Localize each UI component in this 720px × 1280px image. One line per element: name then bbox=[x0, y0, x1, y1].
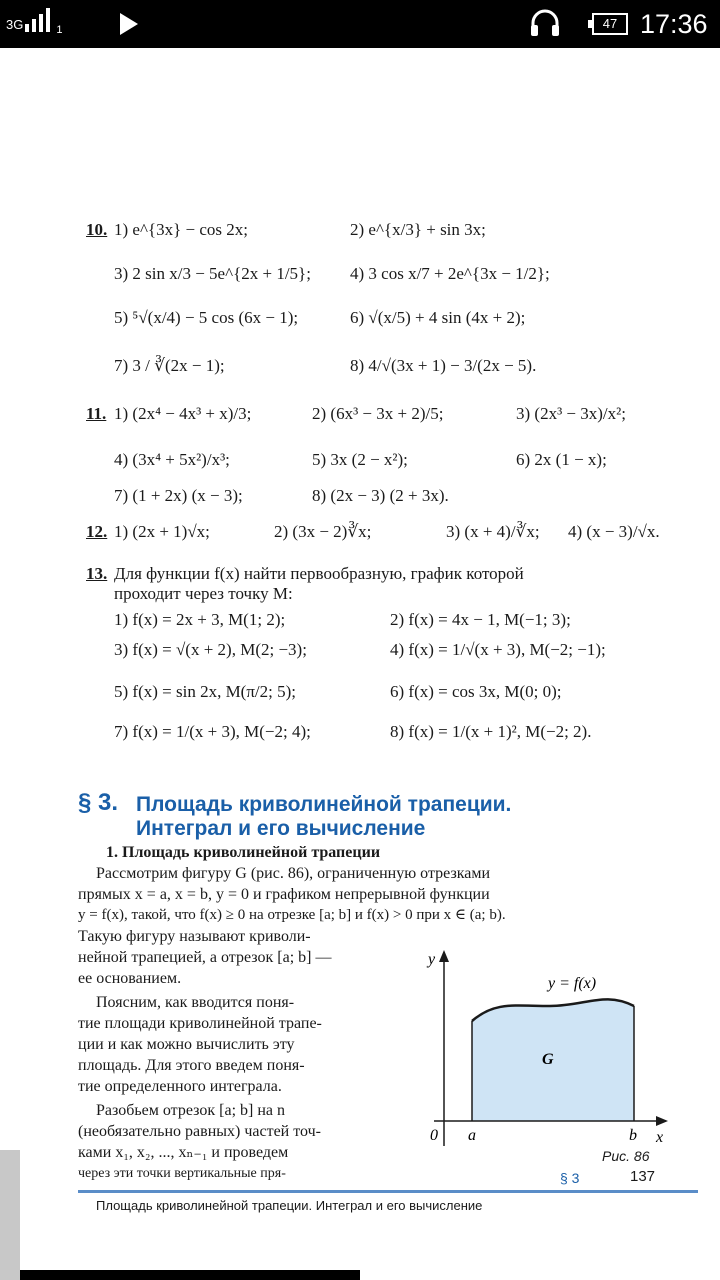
exercise-text: проходит через точку M: bbox=[114, 584, 293, 603]
paragraph-line: ее основанием. bbox=[78, 970, 182, 987]
bottom-bar bbox=[20, 1270, 360, 1280]
exercise-item: 6) √(x/5) + 4 sin (4x + 2); bbox=[350, 308, 526, 327]
paragraph-line: (необязательно равных) частей точ- bbox=[78, 1123, 321, 1140]
x-axis-arrow bbox=[656, 1116, 668, 1126]
footer-section: § 3 bbox=[560, 1170, 580, 1186]
exercise-item: 1) f(x) = 2x + 3, M(1; 2); bbox=[114, 610, 286, 629]
figure-caption: Рис. 86 bbox=[602, 1148, 650, 1164]
exercise-item: 3) f(x) = √(x + 2), M(2; −3); bbox=[114, 640, 307, 659]
exercise-item: 1) (2x + 1)√x; bbox=[114, 522, 210, 541]
b-label: b bbox=[629, 1127, 637, 1144]
clock: 17:36 bbox=[640, 9, 708, 39]
y-axis-label: y bbox=[428, 951, 436, 968]
exercise-item: 2) (6x³ − 3x + 2)/5; bbox=[312, 404, 444, 423]
exercise-item: 4) (x − 3)/√x. bbox=[568, 522, 660, 541]
paragraph-line: нейной трапецией, а отрезок [a; b] — bbox=[78, 949, 332, 966]
play-icon bbox=[120, 13, 138, 35]
x-axis-label: x bbox=[656, 1129, 664, 1146]
section-title-line2: Интеграл и его вычисление bbox=[136, 817, 426, 840]
a-label: a bbox=[468, 1127, 476, 1144]
paragraph-line: Поясним, как вводится поня- bbox=[96, 994, 295, 1011]
paragraph-line: ции и как можно вычислить эту bbox=[78, 1036, 295, 1053]
page-edge bbox=[0, 1150, 20, 1280]
exercise-item: 4) 3 cos x/7 + 2e^{3x − 1/2}; bbox=[350, 264, 550, 283]
exercise-item: 6) f(x) = cos 3x, M(0; 0); bbox=[390, 682, 562, 701]
exercise-item: 8) f(x) = 1/(x + 1)², M(−2; 2). bbox=[390, 722, 592, 741]
paragraph-line: тие площади криволинейной трапе- bbox=[78, 1015, 322, 1032]
figure-curvilinear-trapezoid bbox=[420, 946, 680, 1176]
exercise-item: 3) (x + 4)/∛x; bbox=[446, 522, 540, 541]
status-bar bbox=[0, 0, 720, 48]
battery-icon: 47 bbox=[592, 13, 628, 35]
exercise-item: 2) (3x − 2)∛x; bbox=[274, 522, 372, 541]
paragraph-line: тие определенного интеграла. bbox=[78, 1078, 282, 1095]
paragraph-line: прямых x = a, x = b, y = 0 и графиком непрерывной функции bbox=[78, 886, 490, 903]
subsection-title: 1. Площадь криволинейной трапеции bbox=[106, 844, 381, 861]
exercise-item: 1) (2x⁴ − 4x³ + x)/3; bbox=[114, 404, 252, 423]
textbook-page bbox=[60, 190, 680, 1220]
exercise-item: 5) ⁵√(x/4) − 5 cos (6x − 1); bbox=[114, 308, 299, 327]
paragraph-line: Разобьем отрезок [a; b] на n bbox=[96, 1102, 286, 1119]
paragraph-line: через эти точки вертикальные пря- bbox=[78, 1166, 286, 1181]
paragraph-line: y = f(x), такой, что f(x) ≥ 0 на отрезке [a; b] и f(x) > 0 при x ∈ (a; b). bbox=[78, 907, 506, 923]
paragraph-line: Рассмотрим фигуру G (рис. 86), ограниченную отрезками bbox=[96, 865, 491, 882]
exercise-item: 5) 3x (2 − x²); bbox=[312, 450, 408, 469]
exercise-item: 4) f(x) = 1/√(x + 3), M(−2; −1); bbox=[390, 640, 606, 659]
page-number: 137 bbox=[630, 1168, 656, 1185]
exercise-item: 2) e^{x/3} + sin 3x; bbox=[350, 220, 486, 239]
exercise-number: 11. bbox=[86, 404, 107, 423]
exercise-item: 6) 2x (1 − x); bbox=[516, 450, 607, 469]
network-type: 3G bbox=[6, 17, 24, 32]
exercise-item: 4) (3x⁴ + 5x²)/x³; bbox=[114, 450, 230, 469]
curve-label: y = f(x) bbox=[548, 975, 597, 992]
section-title-line1: Площадь криволинейной трапеции. bbox=[136, 793, 512, 816]
exercise-item: 5) f(x) = sin 2x, M(π/2; 5); bbox=[114, 682, 297, 701]
exercise-text: Для функции f(x) найти первообразную, график которой bbox=[114, 564, 524, 583]
sim-number: 1 bbox=[56, 24, 63, 36]
exercise-item: 3) 2 sin x/3 − 5e^{2x + 1/5}; bbox=[114, 264, 311, 283]
exercise-item: 7) (1 + 2x) (x − 3); bbox=[114, 486, 243, 505]
exercise-item: 7) 3 / ∛(2x − 1); bbox=[114, 356, 225, 375]
exercise-number: 13. bbox=[86, 564, 108, 583]
origin-label: 0 bbox=[430, 1127, 438, 1144]
exercise-item: 8) (2x − 3) (2 + 3x). bbox=[312, 486, 449, 505]
section-number: § 3. bbox=[78, 789, 119, 816]
exercise-item: 3) (2x³ − 3x)/x²; bbox=[516, 404, 626, 423]
headset-icon bbox=[528, 8, 562, 38]
y-axis-arrow bbox=[439, 950, 449, 962]
exercise-item: 7) f(x) = 1/(x + 3), M(−2; 4); bbox=[114, 722, 311, 741]
footer-title: Площадь криволинейной трапеции. Интеграл и его вычисление bbox=[96, 1198, 483, 1213]
exercise-item: 1) e^{3x} − cos 2x; bbox=[114, 220, 248, 239]
signal-icon bbox=[6, 6, 63, 36]
paragraph-line: Такую фигуру называют криволи- bbox=[78, 928, 311, 945]
region-label: G bbox=[542, 1051, 554, 1068]
exercise-number: 10. bbox=[86, 220, 108, 239]
paragraph-line: площадь. Для этого введем поня- bbox=[78, 1057, 305, 1074]
exercise-number: 12. bbox=[86, 522, 108, 541]
exercise-item: 8) 4/√(3x + 1) − 3/(2x − 5). bbox=[350, 356, 537, 375]
exercise-item: 2) f(x) = 4x − 1, M(−1; 3); bbox=[390, 610, 571, 629]
paragraph-line: ками x₁, x₂, ..., xₙ₋₁ и проведем bbox=[78, 1144, 289, 1161]
footer-divider bbox=[78, 1190, 698, 1193]
